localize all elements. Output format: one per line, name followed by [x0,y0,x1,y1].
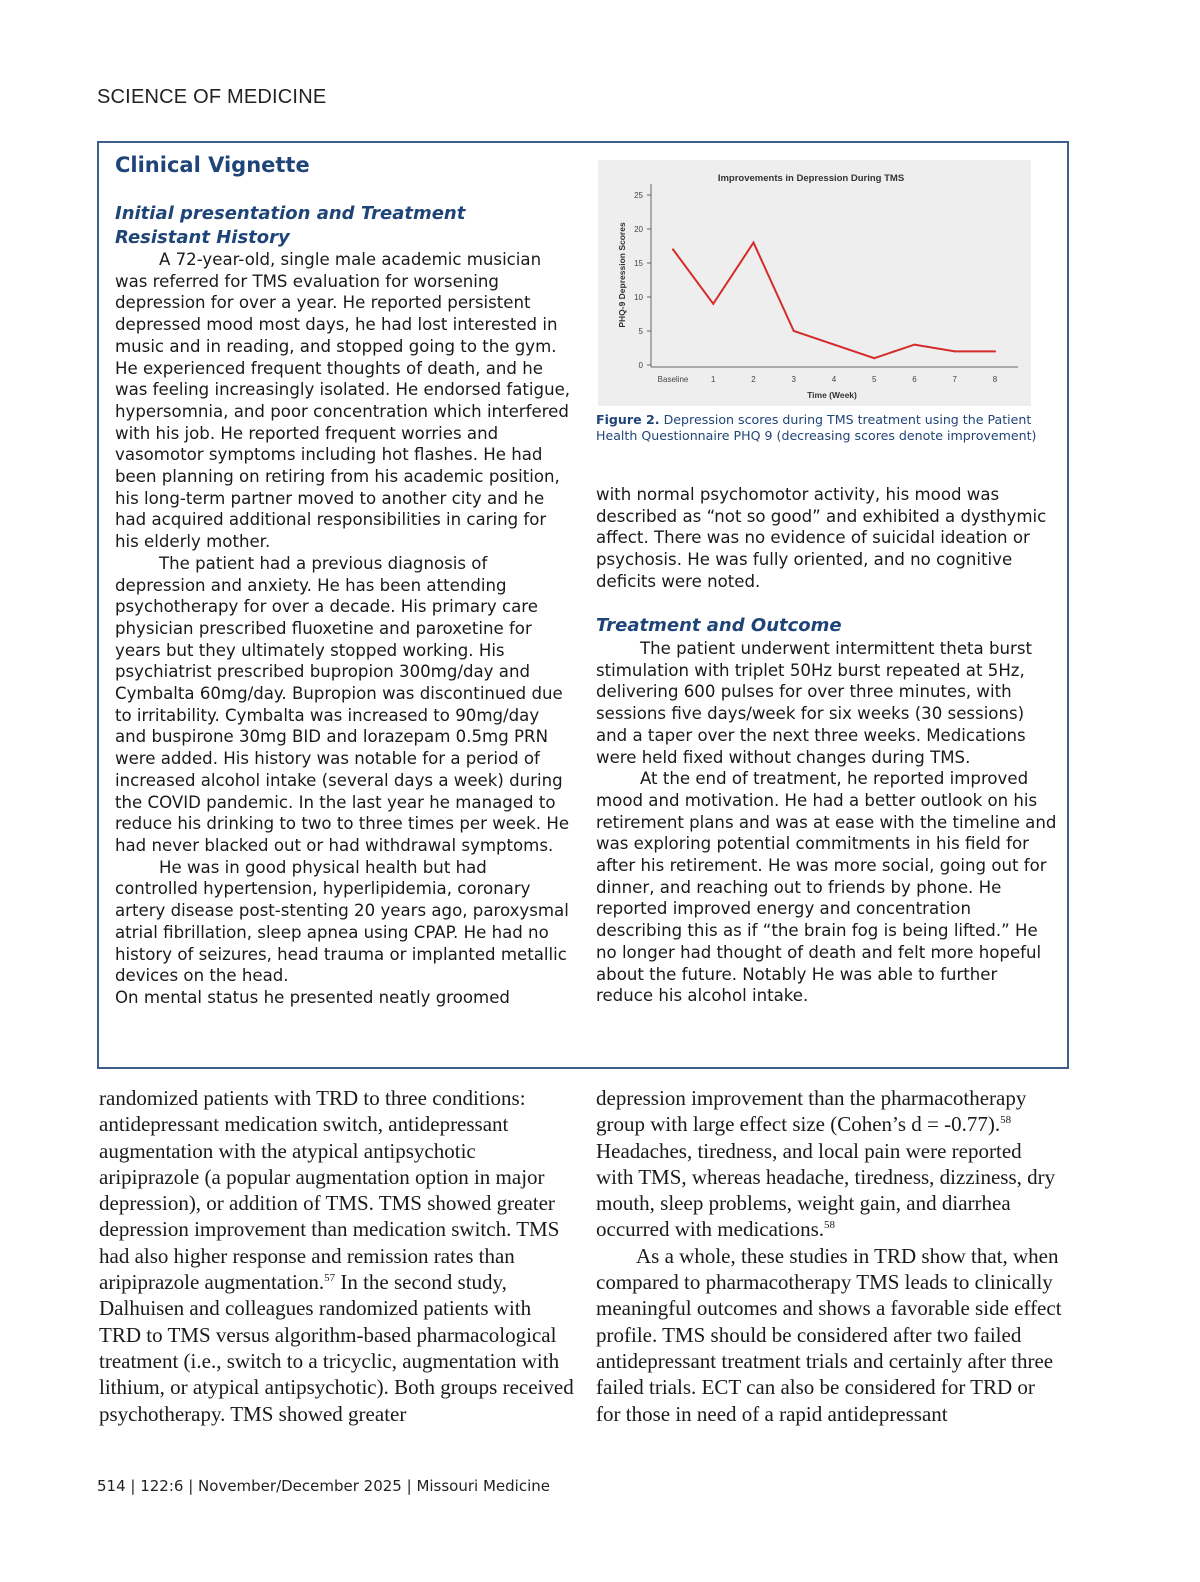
chart-title: Improvements in Depression During TMS [717,173,905,184]
vignette-right-column-top [596,484,1058,593]
body-text: Headaches, tiredness, and local pain were reported with TMS, whereas headache, tiredness, dizziness, dry mouth, sleep problems, weight gain, and diarrhea occurred with medications. [596,1138,1056,1242]
body-paragraph: As a whole, these studies in TRD show that, when compared to pharmacotherapy TMS leads to clinically meaningful outcomes and shows a favorable side effect profile. TMS should be considered after two failed antidepressant treatment trials and certainly after three failed trials. ECT can also be considered for TRD or for those in need of a rapid antidepressant [596,1243,1062,1426]
figure-label: Figure 2. [596,412,660,427]
chart-data-point [954,350,956,352]
chart-x-tick-label: Baseline [657,375,689,384]
chart-data-point [753,242,755,244]
chart-x-tick-label: 2 [751,375,756,384]
section-label: SCIENCE OF MEDICINE [97,86,327,108]
chart-x-tick-label: 1 [711,375,716,384]
chart-y-tick-label: 15 [634,259,643,268]
vignette-paragraph: At the end of treatment, he reported improved mood and motivation. He had a better outlook on his retirement plans and was at ease with the timeline and was exploring potential commitments in his field for after his retirement. He was more social, going out for dinner, and reaching out to friends by phone. He reported improved energy and concentration describing this as if “the brain fog is being lifted.” He no longer had thought of death and felt more hopeful about the future. Notably He was able to further reduce his alcohol intake. [596,769,1057,1006]
chart-x-tick-label: 8 [992,375,998,384]
vignette-heading-initial [115,202,465,250]
chart-x-tick-label: 7 [952,375,957,384]
body-paragraph [596,1085,1062,1243]
chart-y-axis-label: PHQ-9 Depression Scores [617,222,627,328]
vignette-paragraph: The patient had a previous diagnosis of depression and anxiety. He has been attending psychotherapy for over a decade. His primary care physician prescribed fluoxetine and paroxetine for years but they ultimately stopped working. His psychiatrist prescribed bupropion 300mg/day and Cymbalta 60mg/day. Bupropion was discontinued due to irritability. Cymbalta was increased to 90mg/day and buspirone 30mg BID and lorazepam 0.5mg PRN were added. His history was notable for a period of increased alcohol intake (several days a week) during the COVID pandemic. In the last year he managed to reduce his drinking to two to three times per week. He had never blacked out or had withdrawal symptoms. [115,553,570,855]
chart-y-tick-label: 20 [634,225,643,234]
chart-data-point [712,303,714,305]
figure-caption-text: Depression scores during TMS treatment using the Patient Health Questionnaire PHQ 9 (decreasing scores denote improvement) [596,412,1037,443]
chart-x-axis-label: Time (Week) [807,390,857,400]
reference-58: 58 [1000,1114,1012,1127]
treatment-outcome-heading: Treatment and Outcome [596,615,842,636]
body-text: In the second study, Dalhuisen and colleagues randomized patients with TRD to TMS versus algorithm-based pharmacological treatment (i.e., switch to a tricyclic, augmentation with lithium, or atypical antipsychotic). Both groups received psychotherapy. TMS showed greater [99,1270,574,1426]
vignette-paragraph: with normal psychomotor activity, his mood was described as “not so good” and exhibited a dysthymic affect. There was no evidence of suicidal ideation or psychosis. He was fully oriented, and no cognitive deficits were noted. [596,485,1047,591]
chart-data-point [672,248,674,250]
chart-y-tick-label: 10 [634,293,643,302]
vignette-heading-line1: Initial presentation and Treatment [115,203,466,224]
chart-y-tick-label: 5 [638,327,643,336]
chart-data-point [914,344,916,346]
chart-x-tick-label: 4 [831,375,837,384]
chart-y-tick-label: 0 [638,361,643,370]
chart-data-point [793,330,795,332]
figure-2-chart [598,160,1031,406]
vignette-paragraph: He was in good physical health but had controlled hypertension, hyperlipidemia, coronary artery disease post-stenting 20 years ago, paroxysmal atrial fibrillation, sleep apnea using CPAP. He had no history of seizures, head trauma or implanted metallic devices on the head. [115,857,569,986]
chart-y-tick-label: 25 [634,191,643,200]
vignette-title: Clinical Vignette [115,153,310,177]
vignette-right-column-bottom [596,638,1058,1007]
chart-x-tick-label: 3 [791,375,796,384]
body-left-column [99,1085,575,1427]
chart-series-line [673,243,995,359]
vignette-left-column [115,249,573,1009]
chart-x-tick-label: 6 [912,375,917,384]
page-footer: 514 | 122:6 | November/December 2025 | Missouri Medicine [97,1477,550,1495]
chart-x-tick-label: 5 [872,375,877,384]
chart-data-point [833,344,835,346]
body-text: randomized patients with TRD to three conditions: antidepressant medication switch, antidepressant augmentation with the atypical antipsychotic aripiprazole (a popular augmentation option in major depression), or addition of TMS. TMS showed greater depression improvement than medication switch. TMS had also higher response and remission rates than aripiprazole augmentation. [99,1086,560,1295]
vignette-heading-line2: Resistant History [115,227,290,248]
reference-57: 57 [324,1272,336,1285]
chart-svg [598,160,1031,406]
body-paragraph [99,1085,575,1427]
vignette-paragraph: A 72-year-old, single male academic musician was referred for TMS evaluation for worsening depression for over a year. He reported persistent depressed mood most days, he had lost interested in music and in reading, and stopped going to the gym. He experienced frequent thoughts of death, and he was feeling increasingly isolated. He endorsed fatigue, hypersomnia, and poor concentration which interfered with his job. He reported frequent worries and vasomotor symptoms including hot flashes. He had been planning on retiring from his academic position, his long-term partner moved to another city and he had acquired additional responsibilities in caring for his elderly mother. [115,250,571,552]
vignette-paragraph: On mental status he presented neatly groomed [115,987,510,1007]
body-right-column [596,1085,1062,1427]
chart-data-point [873,357,875,359]
vignette-paragraph: The patient underwent intermittent theta burst stimulation with triplet 50Hz burst repeated at 5Hz, delivering 600 pulses for over three minutes, with sessions five days/week for six weeks (30 sessions) and a taper over the next three weeks. Medications were held fixed without changes during TMS. [596,639,1033,767]
figure-caption [596,412,1056,444]
body-text: depression improvement than the pharmacotherapy group with large effect size (Cohen’s d = -0.77). [596,1086,1027,1137]
chart-data-point [994,350,996,352]
reference-58: 58 [824,1219,836,1232]
